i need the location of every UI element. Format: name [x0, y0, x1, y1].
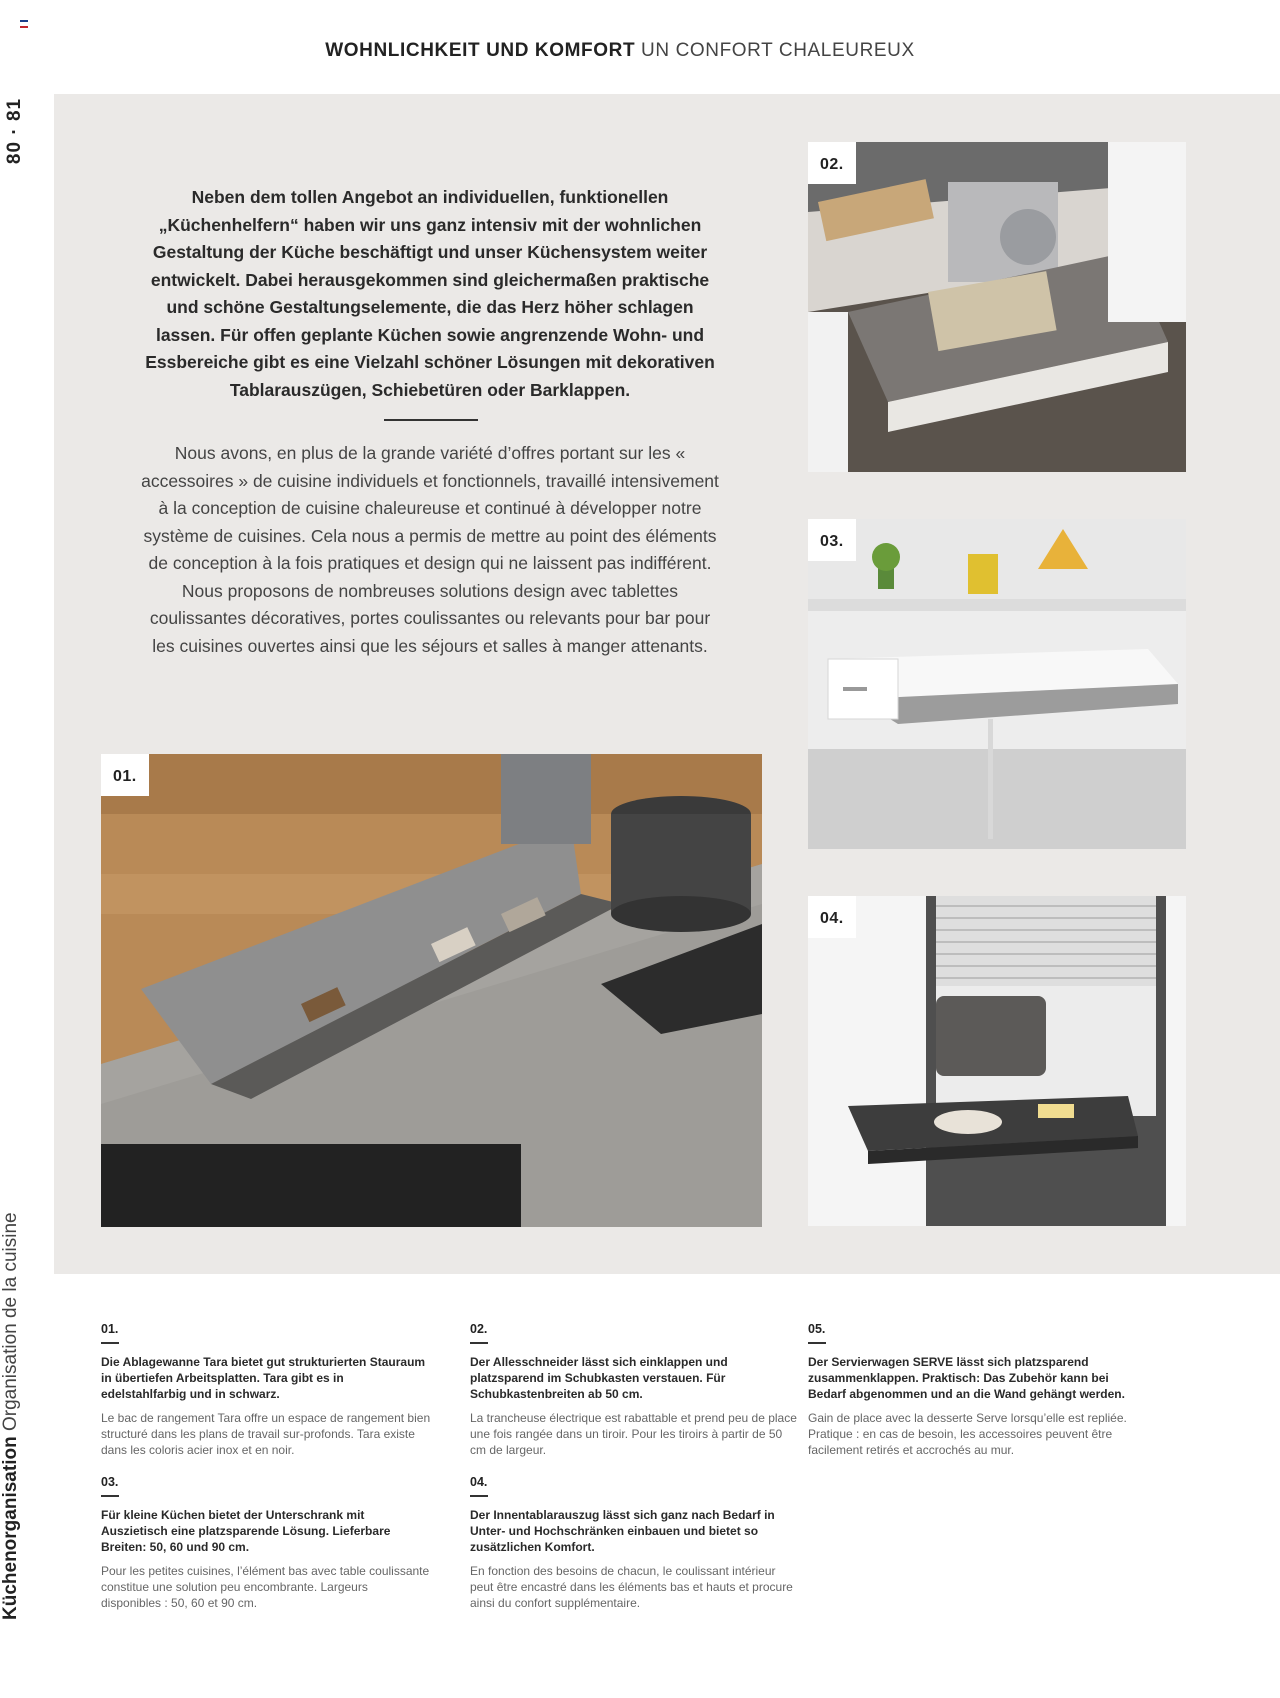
caption-03-fr: Pour les petites cuisines, l’élément bas avec table coulissante constitue une solution peu encombrante. Largeurs disponibles : 50, 60 et 90 cm.: [101, 1564, 430, 1610]
side-title-de: Küchenorganisation: [0, 1436, 21, 1620]
header-title-fr: UN CONFORT CHALEUREUX: [641, 40, 915, 61]
caption-01-rule: [101, 1342, 119, 1344]
caption-05: [808, 1322, 1138, 1458]
caption-01-fr: Le bac de rangement Tara offre un espace de rangement bien structuré dans les plans de travail sur-profonds. Tara existe dans les coloris acier inox et en noir.: [101, 1411, 431, 1457]
caption-03-de: Für kleine Küchen bietet der Unterschrank mit Auszietisch eine platzsparende Lösung. Lieferbare Breiten: 50, 60 und 90 cm.: [101, 1508, 391, 1554]
caption-04-fr: En fonction des besoins de chacun, le coulissant intérieur peut être encastré dans les éléments bas et hauts et procure ainsi du confort supplémentaire.: [470, 1564, 793, 1610]
photo-tara-storage-tray: [101, 754, 762, 1227]
tall-cabinet-illustration: [808, 896, 1186, 1226]
photo-slicer-drawer: [808, 142, 1186, 472]
intro-divider: [384, 419, 478, 421]
caption-05-fr: Gain de place avec la desserte Serve lorsqu’elle est repliée. Pratique : en cas de besoin, les accessoires peuvent être facilement retirés et accrochés au mur.: [808, 1411, 1127, 1457]
caption-02: [470, 1322, 800, 1458]
caption-04: [470, 1475, 800, 1611]
language-flag-icon: [20, 20, 28, 27]
caption-02-de: Der Allesschneider lässt sich einklappen und platzsparend im Schubkasten verstauen. Für Schubkastenbreiten ab 50 cm.: [470, 1355, 728, 1401]
slicer-drawer-illustration: [808, 142, 1186, 472]
tara-tray-illustration: [101, 754, 762, 1227]
page-number: 80 · 81: [4, 97, 25, 165]
side-section-title: [0, 1190, 30, 1620]
caption-01-de: Die Ablagewanne Tara bietet gut strukturierten Stauraum in übertiefen Arbeitsplatten. Tara gibt es in edelstahlfarbig und in schwarz.: [101, 1355, 426, 1401]
intro-text-de: Neben dem tollen Angebot an individuellen, funktionellen „Küchenhelfern“ haben wir uns ganz intensiv mit der wohnlichen Gestaltung der Küche beschäftigt und unser Küchensystem weiter entwickelt. Dabei herausgekommen sind gleichermaßen praktische und schöne Gestaltungselemente, die das Herz höher schlagen lassen. Für offen geplante Küchen sowie angrenzende Wohn- und Essbereiche gibt es eine Vielzahl schöner Lösungen mit dekorativen Tablarauszügen, Schiebetüren oder Barklappen.: [145, 187, 715, 400]
side-title-fr: Organisation de la cuisine: [0, 1212, 21, 1432]
header-title-de: WOHNLICHKEIT UND KOMFORT: [325, 40, 636, 61]
caption-02-fr: La trancheuse électrique est rabattable et prend peu de place une fois rangée dans un tiroir. Pour les tiroirs à partir de 50 cm de largeur.: [470, 1411, 797, 1457]
caption-04-de: Der Innentablarauszug lässt sich ganz nach Bedarf in Unter- und Hochschränken einbauen und bietet so zusätzlichen Komfort.: [470, 1508, 775, 1554]
photo-tag-03: 03.: [808, 519, 856, 561]
caption-05-de: Der Servierwagen SERVE lässt sich platzsparend zusammenklappen. Praktisch: Das Zubehör kann bei Bedarf abgenommen und an die Wand gehängt werden.: [808, 1355, 1125, 1401]
caption-01: [101, 1322, 431, 1458]
caption-03-number: 03.: [101, 1475, 119, 1489]
caption-01-number: 01.: [101, 1322, 119, 1336]
photo-tag-01: 01.: [101, 754, 149, 796]
caption-05-number: 05.: [808, 1322, 826, 1336]
caption-02-number: 02.: [470, 1322, 488, 1336]
caption-02-rule: [470, 1342, 488, 1344]
caption-05-rule: [808, 1342, 826, 1344]
caption-04-rule: [470, 1495, 488, 1497]
caption-03-rule: [101, 1495, 119, 1497]
caption-04-number: 04.: [470, 1475, 488, 1489]
photo-tag-04: 04.: [808, 896, 856, 938]
intro-text-fr: Nous avons, en plus de la grande variété d’offres portant sur les « accessoires » de cuisine individuels et fonctionnels, travaillé intensivement à la conception de cuisine chaleureuse et continué à développer notre système de cuisines. Cela nous a permis de mettre au point des éléments de conception à la fois pratiques et design qui ne laissent pas indifférent. Nous proposons de nombreuses solutions design avec tablettes coulissantes décoratives, portes coulissantes ou relevants pour bar pour les cuisines ouvertes ainsi que les séjours et salles à manger attenants.: [141, 443, 719, 656]
photo-pullout-table: [808, 519, 1186, 849]
page-header: [0, 40, 1240, 62]
caption-03: [101, 1475, 431, 1611]
photo-tall-cabinet-shelf: [808, 896, 1186, 1226]
photo-tag-02: 02.: [808, 142, 856, 184]
pullout-table-illustration: [808, 519, 1186, 849]
